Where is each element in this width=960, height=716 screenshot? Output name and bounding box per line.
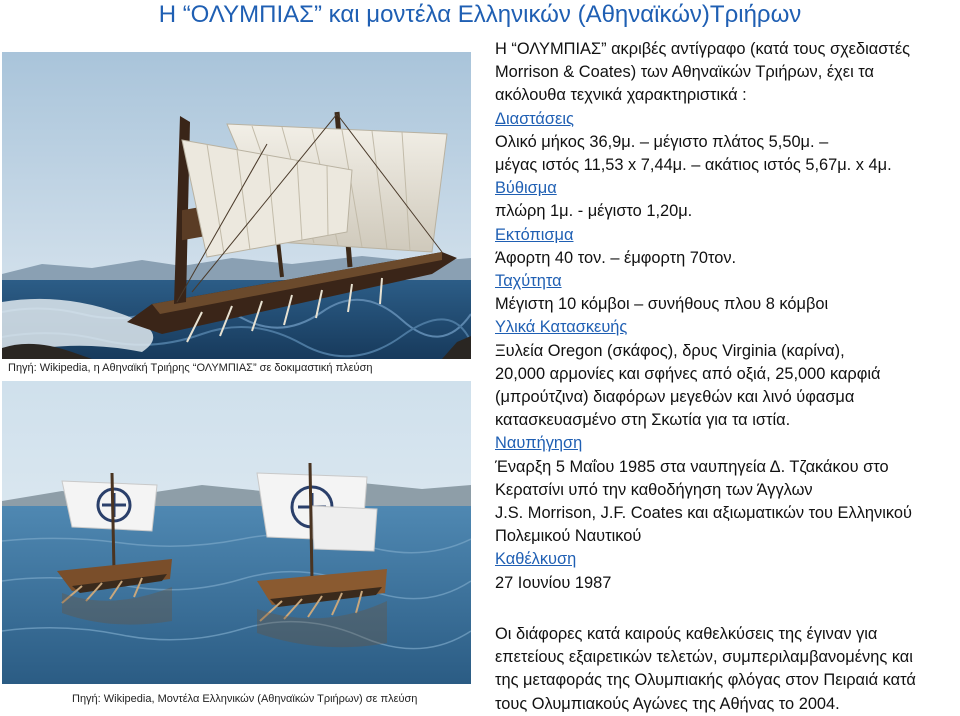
photo-caption-bottom: Πηγή: Wikipedia, Μοντέλα Ελληνικών (Αθηναϊκών Τριήρων) σε πλεύση — [72, 693, 418, 705]
body-text-line: Ξυλεία Oregon (σκάφος), δρυς Virginia (καρίνα), — [495, 341, 845, 360]
footer-text-line: Οι διάφορες κατά καιρούς καθελκύσεις της έγιναν για — [495, 625, 878, 643]
trireme-models-photo — [2, 381, 471, 684]
body-text-line: (μπρούτζινα) διαφόρων μεγεθών και λινό ύφασμα — [495, 388, 855, 407]
body-text-line: J.S. Morrison, J.F. Coates και αξιωματικών του Ελληνικού — [495, 504, 912, 523]
slide-title: Η “ΟΛΥΜΠΙΑΣ” και μοντέλα Ελληνικών (Αθηναϊκών)Τριήρων — [158, 1, 802, 28]
section-heading: Καθέλκυση — [495, 550, 577, 569]
body-text-line: Ολικό μήκος 36,9μ. – μέγιστο πλάτος 5,50μ. – — [495, 132, 829, 151]
body-text-line: Έναρξη 5 Μαΐου 1985 στα ναυπηγεία Δ. Τζακάκου στο — [495, 457, 889, 476]
section-heading: Βύθισμα — [495, 179, 557, 198]
section-heading: Διαστάσεις — [495, 109, 574, 128]
technical-specs-text — [495, 38, 957, 595]
body-text-line: 27 Ιουνίου 1987 — [495, 573, 612, 592]
body-text-line: Morrison & Coates) των Αθηναϊκών Τριήρων, έχει τα — [495, 63, 874, 82]
body-text-line: Η “ΟΛΥΜΠΙΑΣ” ακριβές αντίγραφο (κατά τους σχεδιαστές — [495, 40, 911, 58]
footer-text-line: της μεταφοράς της Ολυμπιακής φλόγας στον Πειραιά κατά — [495, 671, 916, 690]
footer-text-line: επετείους εξαιρετικών τελετών, συμπεριλαμβανομένης και — [495, 648, 913, 667]
launch-history-text — [495, 623, 960, 716]
section-heading: Ναυπήγηση — [495, 434, 583, 453]
body-text-line: μέγας ιστός 11,53 x 7,44μ. – ακάτιος ιστός 5,67μ. x 4μ. — [495, 156, 892, 175]
body-text-line: Πολεμικού Ναυτικού — [495, 527, 642, 546]
footer-text-line: τους Ολυμπιακούς Αγώνες της Αθήνας το 2004. — [495, 694, 840, 713]
body-text-line: Μέγιστη 10 κόμβοι – συνήθους πλου 8 κόμβοι — [495, 295, 829, 314]
photo-caption-top: Πηγή: Wikipedia, η Αθηναϊκή Τριήρης “ΟΛΥΜΠΙΑΣ” σε δοκιμαστική πλεύση — [8, 362, 373, 374]
body-text-line: ακόλουθα τεχνικά χαρακτηριστικά : — [495, 86, 747, 105]
section-heading: Ταχύτητα — [495, 272, 562, 291]
body-text-line: Άφορτη 40 τον. – έμφορτη 70τον. — [495, 248, 737, 267]
body-text-line: κατασκευασμένο στη Σκωτία για τα ιστία. — [495, 411, 791, 430]
body-text-line: πλώρη 1μ. - μέγιστο 1,20μ. — [495, 202, 693, 221]
body-text-line: 20,000 αρμονίες και σφήνες από οξιά, 25,000 καρφιά — [495, 364, 881, 383]
body-text-line: Κερατσίνι υπό την καθοδήγηση των Άγγλων — [495, 480, 813, 499]
trireme-olympias-photo — [2, 52, 471, 359]
section-heading: Εκτόπισμα — [495, 225, 574, 244]
section-heading: Υλικά Κατασκευής — [495, 318, 628, 337]
